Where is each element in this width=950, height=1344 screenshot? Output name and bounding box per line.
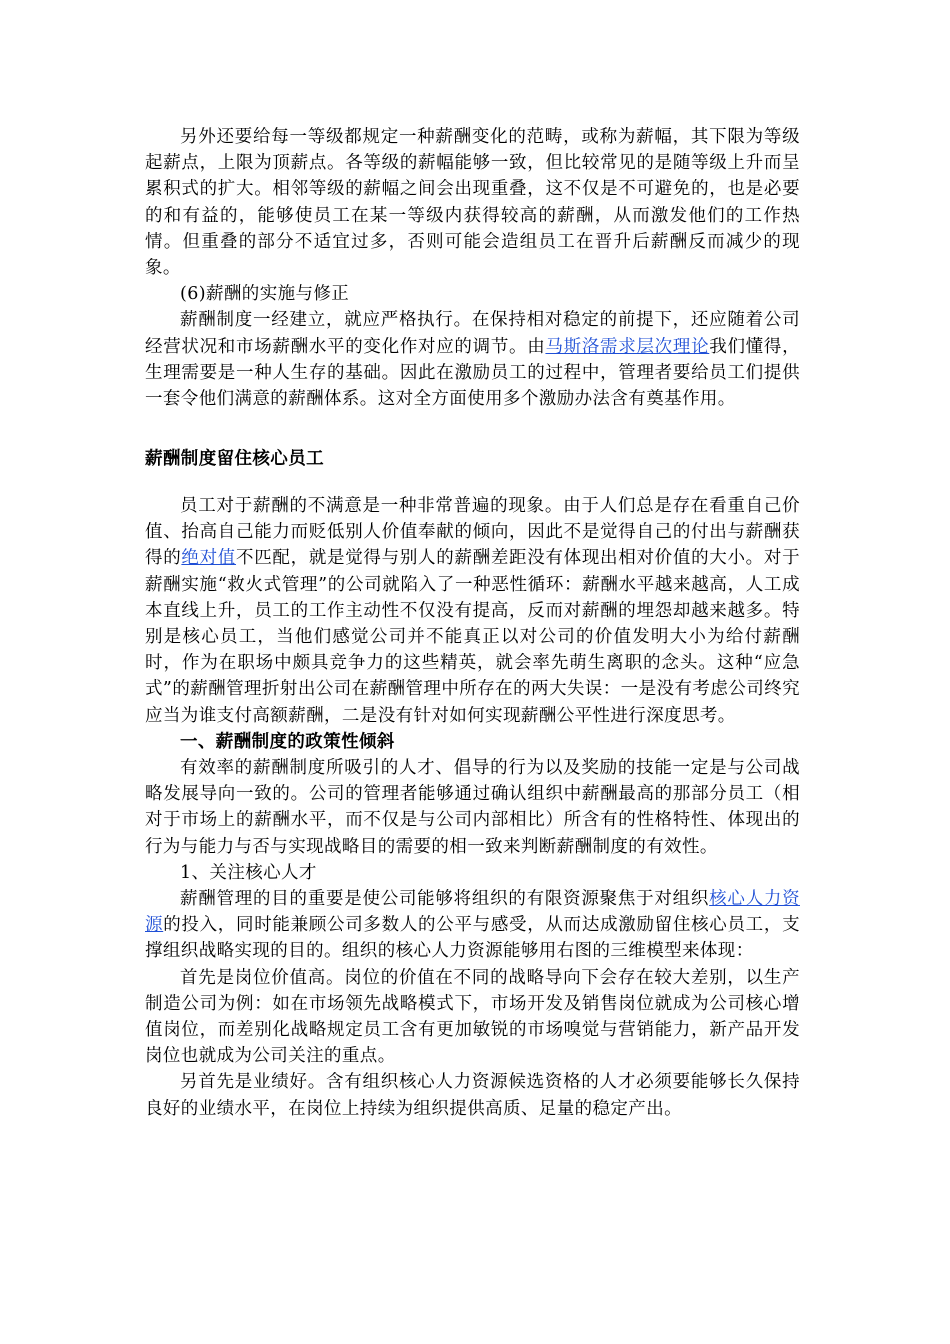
- section-main: [145, 493, 800, 1122]
- text-segment: 员工对于薪酬的不满意是一种非常普遍的现象。由于人们总是存在看重自己价值、抬高自己能力而贬低别人价值奉献的倾向，因此不是觉得自己的付出与薪酬获得的: [145, 496, 800, 569]
- paragraph-performance: 另首先是业绩好。含有组织核心人力资源候选资格的人才必须要能够长久保持良好的业绩水平，在岗位上持续为组织提供高质、足量的稳定产出。: [145, 1072, 800, 1119]
- section-heading: 薪酬制度留住核心员工: [145, 449, 324, 469]
- paragraph-implementation: [145, 307, 800, 412]
- paragraph-effective-system: 有效率的薪酬制度所吸引的人才、倡导的行为以及奖励的技能一定是与公司战略发展导向一致的。公司的管理者能够通过确认组织中薪酬最高的那部分员工（相对于市场上的薪酬水平，而不仅是与公司内部相比）所含有的性格特性、体现出的行为与能力与否与实现战略目的需要的相一致来判断薪酬制度的有效性。: [145, 758, 800, 857]
- link-absolute-value[interactable]: 绝对值: [181, 548, 237, 569]
- text-segment: 不匹配，就是觉得与别人的薪酬差距没有体现出相对价值的大小。对于薪酬实施“救火式管理”的公司就陷入了一种恶性循环：薪酬水平越来越高，人工成本直线上升，员工的工作主动性不仅没有提高，反而对薪酬的埋怨却越来越多。特别是核心员工，当他们感觉公司并不能真正以对公司的价值发明大小为给付薪酬时，作为在职场中颇具竞争力的这些精英，就会率先萌生离职的念头。这种“应急式”的薪酬管理折射出公司在薪酬管理中所存在的两大失误：一是没有考虑公司终究应当为谁支付高额薪酬，二是没有针对如何实现薪酬公平性进行深度思考。: [145, 548, 800, 726]
- text-segment: 薪酬制度一经建立，就应严格执行。在保持相对稳定的前提下，还应随着公司经营状况和市场薪酬水平的变化作对应的调节。由: [145, 310, 800, 357]
- paragraph-implementation-title: (6)薪酬的实施与修正: [180, 284, 350, 305]
- paragraph-position-value: 首先是岗位价值高。岗位的价值在不同的战略导向下会存在较大差别，以生产制造公司为例：如在市场领先战略模式下，市场开发及销售岗位就成为公司核心增值岗位，而差别化战略规定员工含有更加敏锐的市场嗅觉与营销能力，新产品开发岗位也就成为公司关注的重点。: [145, 967, 800, 1067]
- link-core-human-resources[interactable]: 核心人力资源: [145, 889, 800, 936]
- link-maslow-theory[interactable]: 马斯洛需求层次理论: [545, 336, 710, 357]
- subheading-core-talent: 1、关注核心人才: [180, 862, 317, 883]
- paragraph-dissatisfaction: [145, 493, 800, 729]
- text-segment: 的投入，同时能兼顾公司多数人的公平与感受，从而达成激励留住核心员工，支撑组织战略实现的目的。组织的核心人力资源能够用右图的三维模型来体现：: [145, 915, 800, 962]
- text-segment: 薪酬管理的目的重要是使公司能够将组织的有限资源聚焦于对组织: [180, 889, 710, 910]
- text-segment: 我们懂得，生理需要是一种人生存的基础。因此在激励员工的过程中，管理者要给员工们提供一套令他们满意的薪酬体系。这对全方面使用多个激励办法含有奠基作用。: [145, 336, 800, 410]
- section-top: [145, 124, 800, 412]
- paragraph-core-resources: [145, 886, 800, 965]
- subheading-policy-tilt: 一、薪酬制度的政策性倾斜: [180, 731, 395, 752]
- paragraph-salary-range: 另外还要给每一等级都规定一种薪酬变化的范畴，或称为薪幅，其下限为等级起薪点，上限为顶薪点。各等级的薪幅能够一致，但比较常见的是随等级上升而呈累积式的扩大。相邻等级的薪幅之间会出现重叠，这不仅是不可避免的，也是必要的和有益的，能够使员工在某一等级内获得较高的薪酬，从而激发他们的工作热情。但重叠的部分不适宜过多，否则可能会造组员工在晋升后薪酬反而减少的现象。: [145, 127, 800, 279]
